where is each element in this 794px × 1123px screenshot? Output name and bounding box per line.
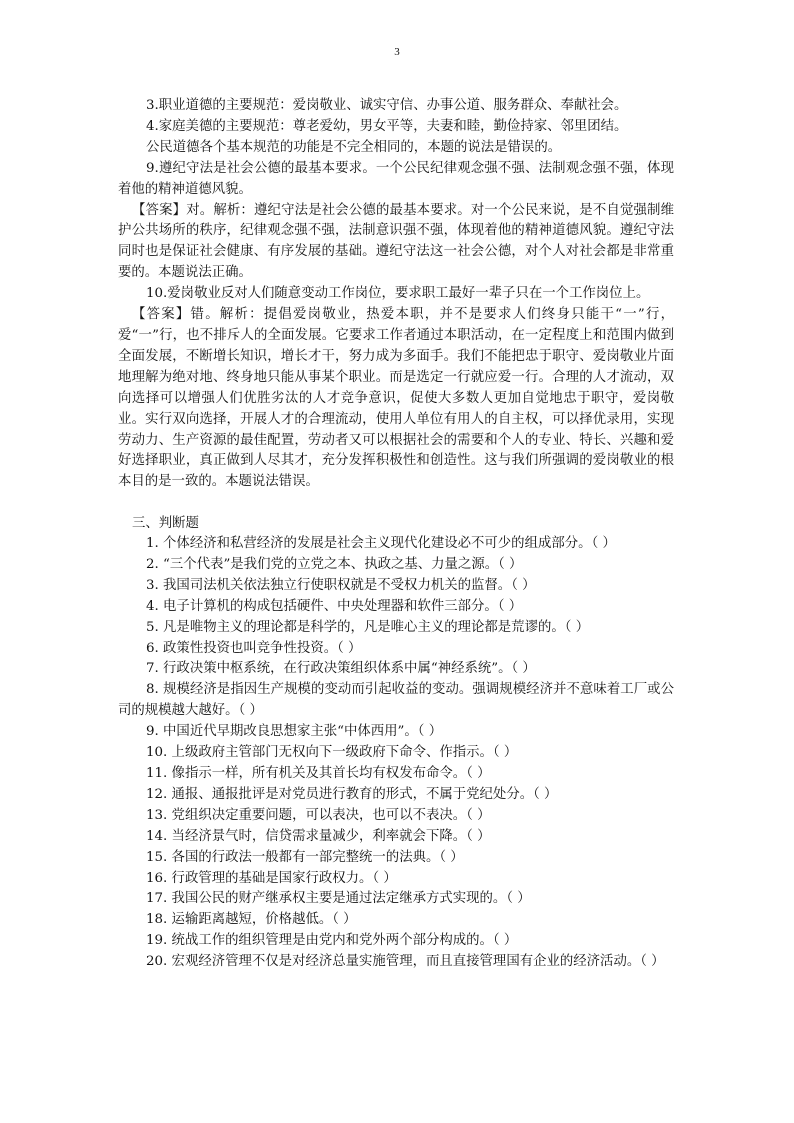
question-item: 12. 通报、通报批评是对党员进行教育的形式，不属于党纪处分。（ ） <box>146 786 558 802</box>
paragraph: 4.家庭美德的主要规范：尊老爱幼，男女平等，夫妻和睦，勤俭持家、邻里团结。 <box>146 118 628 134</box>
question-item: 20. 宏观经济管理不仅是对经济总量实施管理，而且直接管理国有企业的经济活动。（ ） <box>146 954 665 970</box>
question-item: 1. 个体经济和私营经济的发展是社会主义现代化建设必不可少的组成部分。（ ） <box>146 536 616 551</box>
question-item: 2. “三个代表”是我们党的立党之本、执政之基、力量之源。（ ） <box>146 556 523 572</box>
question-paragraph: 10.爱岗敬业反对人们随意变动工作岗位，要求职工最好一辈子只在一个工作岗位上。 <box>146 286 650 302</box>
paragraph: 公民道德各个基本规范的功能是不完全相同的，本题的说法是错误的。 <box>146 139 562 155</box>
question-item: 15. 各国的行政法一般都有一部完整统一的法典。（ ） <box>146 849 464 865</box>
question-item: 3. 我国司法机关依法独立行使职权就是不受权力机关的监督。（ ） <box>146 577 536 593</box>
page-number: 3 <box>394 46 400 58</box>
question-item: 9. 中国近代早期改良思想家主张“中体西用”。（ ） <box>146 724 443 740</box>
paragraph: 3.职业道德的主要规范：爱岗敬业、诚实守信、办事公道、服务群众、奉献社会。 <box>146 98 628 113</box>
question-paragraph: 9.遵纪守法是社会公德的最基本要求。一个公民纪律观念强不强、法制观念强不强，体现着他的精神道德风貌。 <box>118 160 674 197</box>
question-item: 4. 电子计算机的构成包括硬件、中央处理器和软件三部分。（ ） <box>146 598 523 614</box>
question-item: 7. 行政决策中枢系统，在行政决策组织体系中属“神经系统”。（ ） <box>146 661 536 677</box>
question-item: 6. 政策性投资也叫竞争性投资。（ ） <box>146 640 362 656</box>
section-title: 三、判断题 <box>132 516 199 531</box>
question-item: 17. 我国公民的财产继承权主要是通过法定继承方式实现的。（ ） <box>146 891 531 907</box>
question-item: 8. 规模经济是指因生产规模的变动而引起收益的变动。强调规模经济并不意味着工厂或公司的规模越大越好。（ ） <box>118 682 674 719</box>
answer-paragraph: 【答案】对。解析：遵纪守法是社会公德的最基本要求。对一个公民来说，是不自觉强制维护公共场所的秩序，纪律观念强不强，法制意识强不强，体现着他的精神道德风貌。遵纪守法同时也是保证社会健康、有序发展的基础。遵纪守法这一社会公德，对个人对社会都是非常重要的。本题说法正确。 <box>118 202 674 281</box>
question-item: 5. 凡是唯物主义的理论都是科学的，凡是唯心主义的理论都是荒谬的。（ ） <box>146 619 590 635</box>
question-item: 10. 上级政府主管部门无权向下一级政府下命令、作指示。（ ） <box>146 745 518 761</box>
question-item: 18. 运输距离越短，价格越低。（ ） <box>146 912 357 928</box>
question-item: 14. 当经济景气时，信贷需求量减少，利率就会下降。（ ） <box>146 828 491 844</box>
question-item: 13. 党组织决定重要问题，可以表决，也可以不表决。（ ） <box>146 807 491 823</box>
question-item: 19. 统战工作的组织管理是由党内和党外两个部分构成的。（ ） <box>146 933 518 949</box>
true-false-question-list <box>118 534 714 973</box>
answer-explanations <box>118 96 674 493</box>
question-item: 16. 行政管理的基础是国家行政权力。（ ） <box>146 870 397 886</box>
question-item: 11. 像指示一样，所有机关及其首长均有权发布命令。（ ） <box>146 765 491 781</box>
answer-paragraph: 【答案】错。解析：提倡爱岗敬业，热爱本职，并不是要求人们终身只能干“一”行，爱“一”行，也不排斥人的全面发展。它要求工作者通过本职活动，在一定程度上和范围内做到全面发展，不断增长知识，增长才干，努力成为多面手。我们不能把忠于职守、爱岗敬业片面地理解为绝对地、终身地只能从事某个职业。而是选定一行就应爱一行。合理的人才流动，双向选择可以增强人们优胜劣汰的人才竞争意识，促使大多数人更加自觉地忠于职守，爱岗敬业。实行双向选择，开展人才的合理流动，使用人单位有用人的自主权，可以择优录用，实现劳动力、生产资源的最佳配置，劳动者又可以根据社会的需要和个人的专业、特长、兴趣和爱好选择职业，真正做到人尽其才，充分发挥积极性和创造性。这与我们所强调的爱岗敬业的根本目的是一致的。本题说法错误。 <box>118 307 674 490</box>
